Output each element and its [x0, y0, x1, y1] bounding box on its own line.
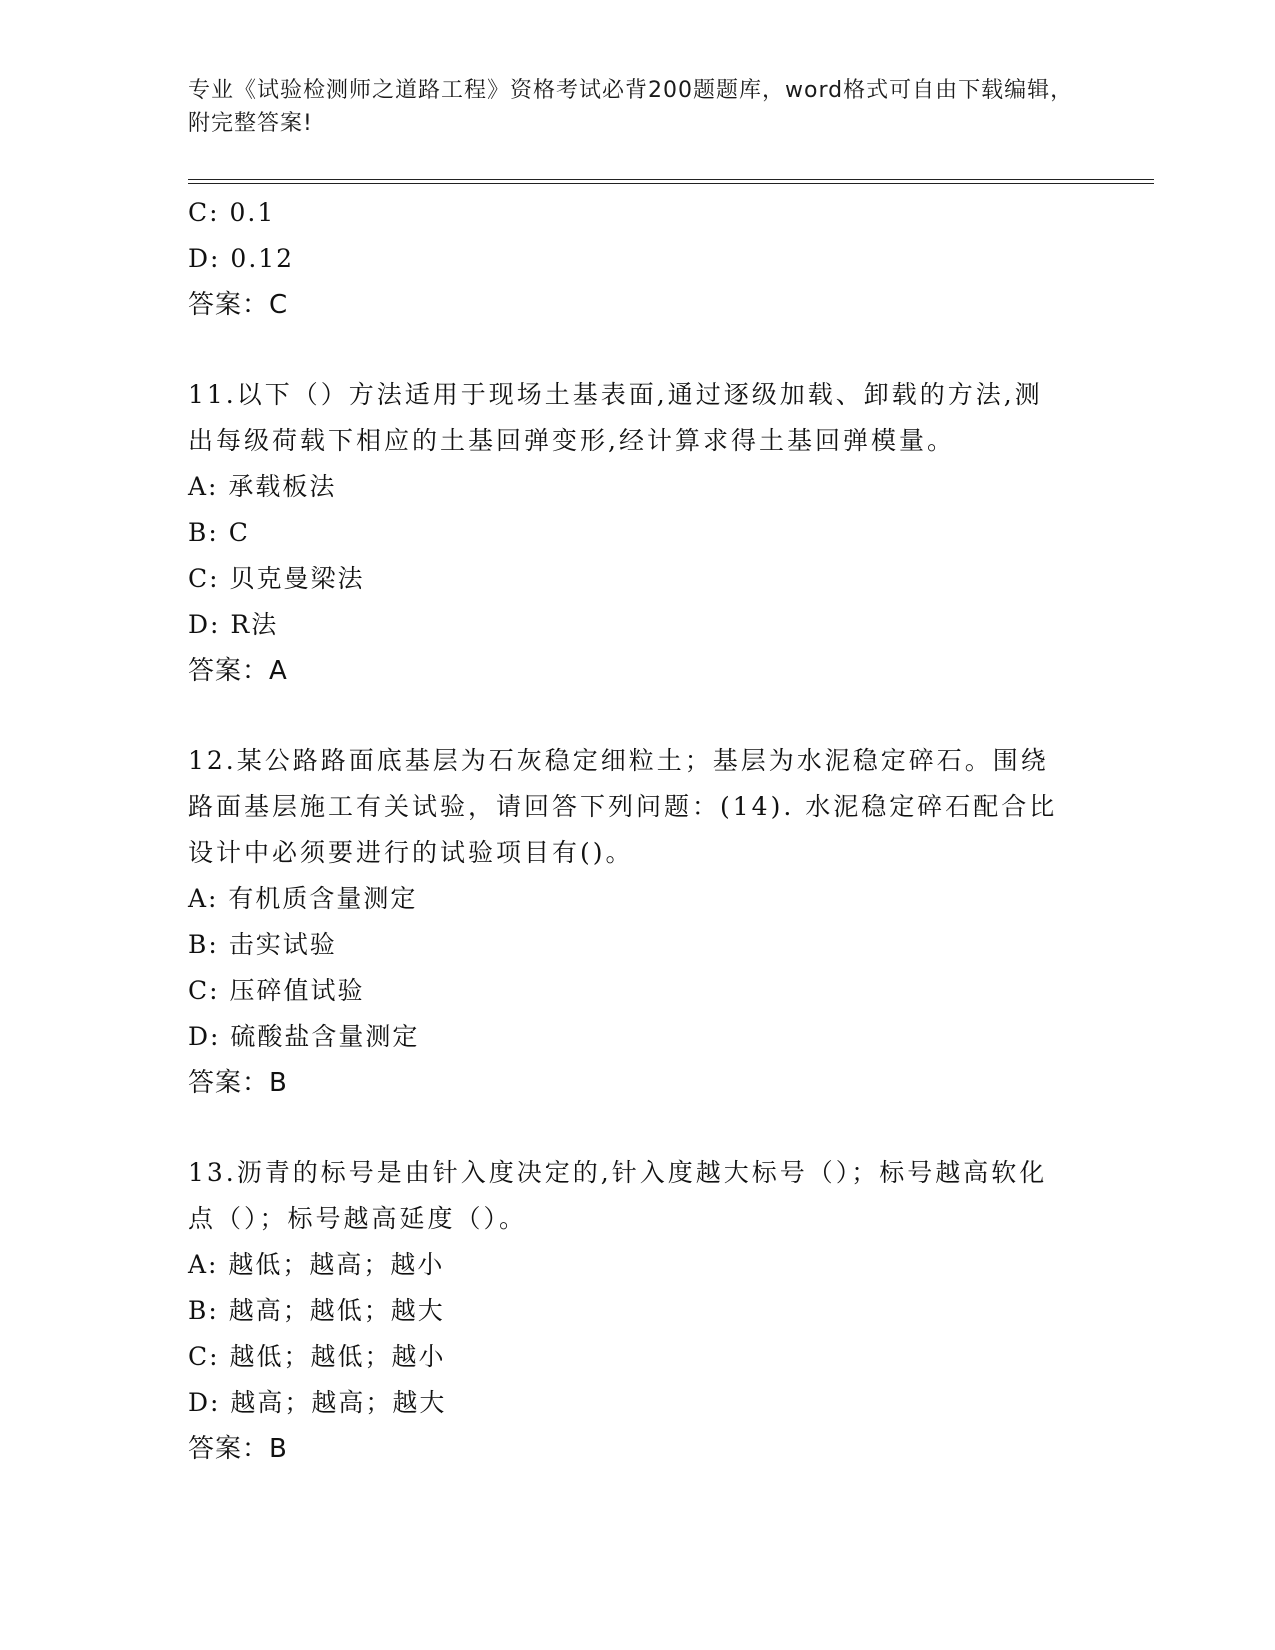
answer: 答案：A: [188, 656, 288, 686]
option-a: A: 承载板法: [188, 472, 337, 501]
question-13: [188, 1150, 1068, 1472]
option-b: B: 越高；越低；越大: [188, 1296, 445, 1325]
option-d: D: 越高；越高；越大: [188, 1388, 447, 1417]
header-divider: [188, 179, 1154, 184]
document-title: 专业《试验检测师之道路工程》资格考试必背200题题库，word格式可自由下载编辑，附完整答案!: [188, 78, 1074, 136]
option-c: C: 贝克曼梁法: [188, 564, 365, 593]
previous-question-tail: [188, 190, 1068, 328]
page-header: [188, 74, 1088, 140]
option-d: D: R法: [188, 610, 279, 639]
answer: 答案：B: [188, 1434, 288, 1464]
question-11: [188, 372, 1068, 694]
option-b: B: 击实试验: [188, 930, 337, 959]
option-c: C: 越低；越低；越小: [188, 1342, 446, 1371]
option-a: A: 越低；越高；越小: [188, 1250, 445, 1279]
option-a: A: 有机质含量测定: [188, 884, 418, 913]
question-text: 12.某公路路面底基层为石灰稳定细粒土；基层为水泥稳定碎石。围绕路面基层施工有关试验，请回答下列问题：(14). 水泥稳定碎石配合比设计中必须要进行的试验项目有()。: [188, 746, 1058, 867]
option-d: D: 0.12: [188, 244, 295, 273]
option-d: D: 硫酸盐含量测定: [188, 1022, 420, 1051]
option-c: C: 压碎值试验: [188, 976, 365, 1005]
option-c: C: 0.1: [188, 198, 276, 227]
answer: 答案：C: [188, 290, 289, 320]
answer: 答案：B: [188, 1068, 288, 1098]
question-text: 13.沥青的标号是由针入度决定的,针入度越大标号（）；标号越高软化点（）；标号越高延度（）。: [188, 1158, 1048, 1233]
option-b: B: C: [188, 518, 250, 547]
question-text: 11.以下（）方法适用于现场土基表面,通过逐级加载、卸载的方法,测出每级荷载下相应的土基回弹变形,经计算求得土基回弹模量。: [188, 380, 1043, 455]
question-12: [188, 738, 1068, 1106]
question-list: [188, 190, 1068, 1472]
